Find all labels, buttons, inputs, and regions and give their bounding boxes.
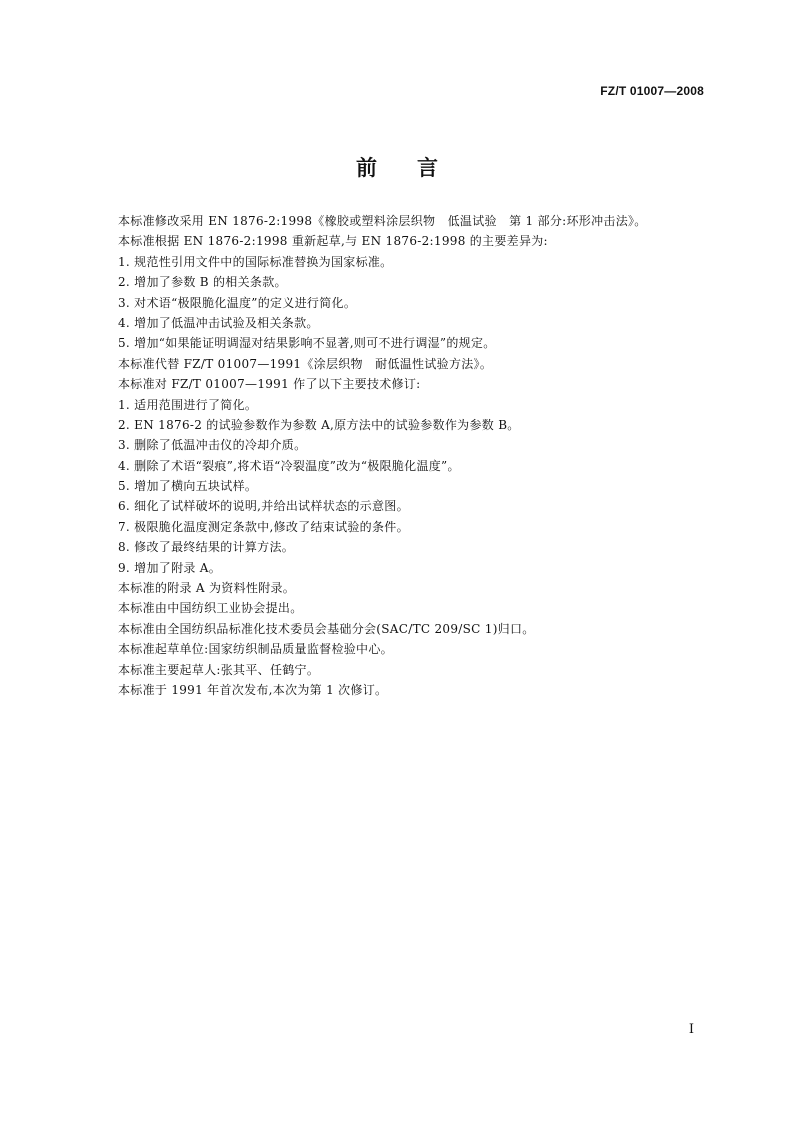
body-line: 本标准的附录 A 为资料性附录。 [118,581,296,596]
body-line: 本标准起草单位:国家纺织制品质量监督检验中心。 [118,642,393,657]
list-item: 8. 修改了最终结果的计算方法。 [118,540,295,555]
list-item: 6. 细化了试样破坏的说明,并给出试样状态的示意图。 [118,499,409,514]
list-item: 5. 增加了横向五块试样。 [118,479,258,494]
page-title [0,152,794,182]
list-item: 1. 规范性引用文件中的国际标准替换为国家标准。 [118,254,393,269]
list-item: 3. 对术语“极限脆化温度”的定义进行简化。 [118,295,357,310]
title-char-1: 前 [356,156,377,180]
body-line: 本标准由中国纺织工业协会提出。 [118,601,303,616]
standard-code: FZ/T 01007—2008 [600,84,704,98]
page-number: I [688,1022,694,1037]
list-item: 2. 增加了参数 B 的相关条款。 [118,275,287,290]
list-item: 4. 删除了术语“裂痕”,将术语“冷裂温度”改为“极限脆化温度”。 [118,458,460,473]
list-item: 2. EN 1876-2 的试验参数作为参数 A,原方法中的试验参数作为参数 B。 [118,417,520,432]
list-item: 3. 删除了低温冲击仪的冷却介质。 [118,438,307,453]
body-line: 本标准修改采用 EN 1876-2:1998《橡胶或塑料涂层织物 低温试验 第 1 部分:环形冲击法》。 [118,214,647,228]
list-item: 7. 极限脆化温度测定条款中,修改了结束试验的条件。 [118,519,409,534]
list-item: 5. 增加“如果能证明调湿对结果影响不显著,则可不进行调湿”的规定。 [118,336,496,351]
body-line: 本标准根据 EN 1876-2:1998 重新起草,与 EN 1876-2:1998 的主要差异为: [118,234,548,249]
foreword-body [118,211,718,700]
body-line: 本标准对 FZ/T 01007—1991 作了以下主要技术修订: [118,377,421,392]
body-line: 本标准主要起草人:张其平、任鹤宁。 [118,662,320,677]
body-line: 本标准由全国纺织品标准化技术委员会基础分会(SAC/TC 209/SC 1)归口。 [118,621,535,636]
body-line: 本标准代替 FZ/T 01007—1991《涂层织物 耐低温性试验方法》。 [118,356,493,371]
list-item: 9. 增加了附录 A。 [118,560,222,575]
title-char-2: 言 [417,156,438,180]
list-item: 1. 适用范围进行了简化。 [118,397,258,412]
list-item: 4. 增加了低温冲击试验及相关条款。 [118,315,319,330]
body-line: 本标准于 1991 年首次发布,本次为第 1 次修订。 [118,682,388,697]
